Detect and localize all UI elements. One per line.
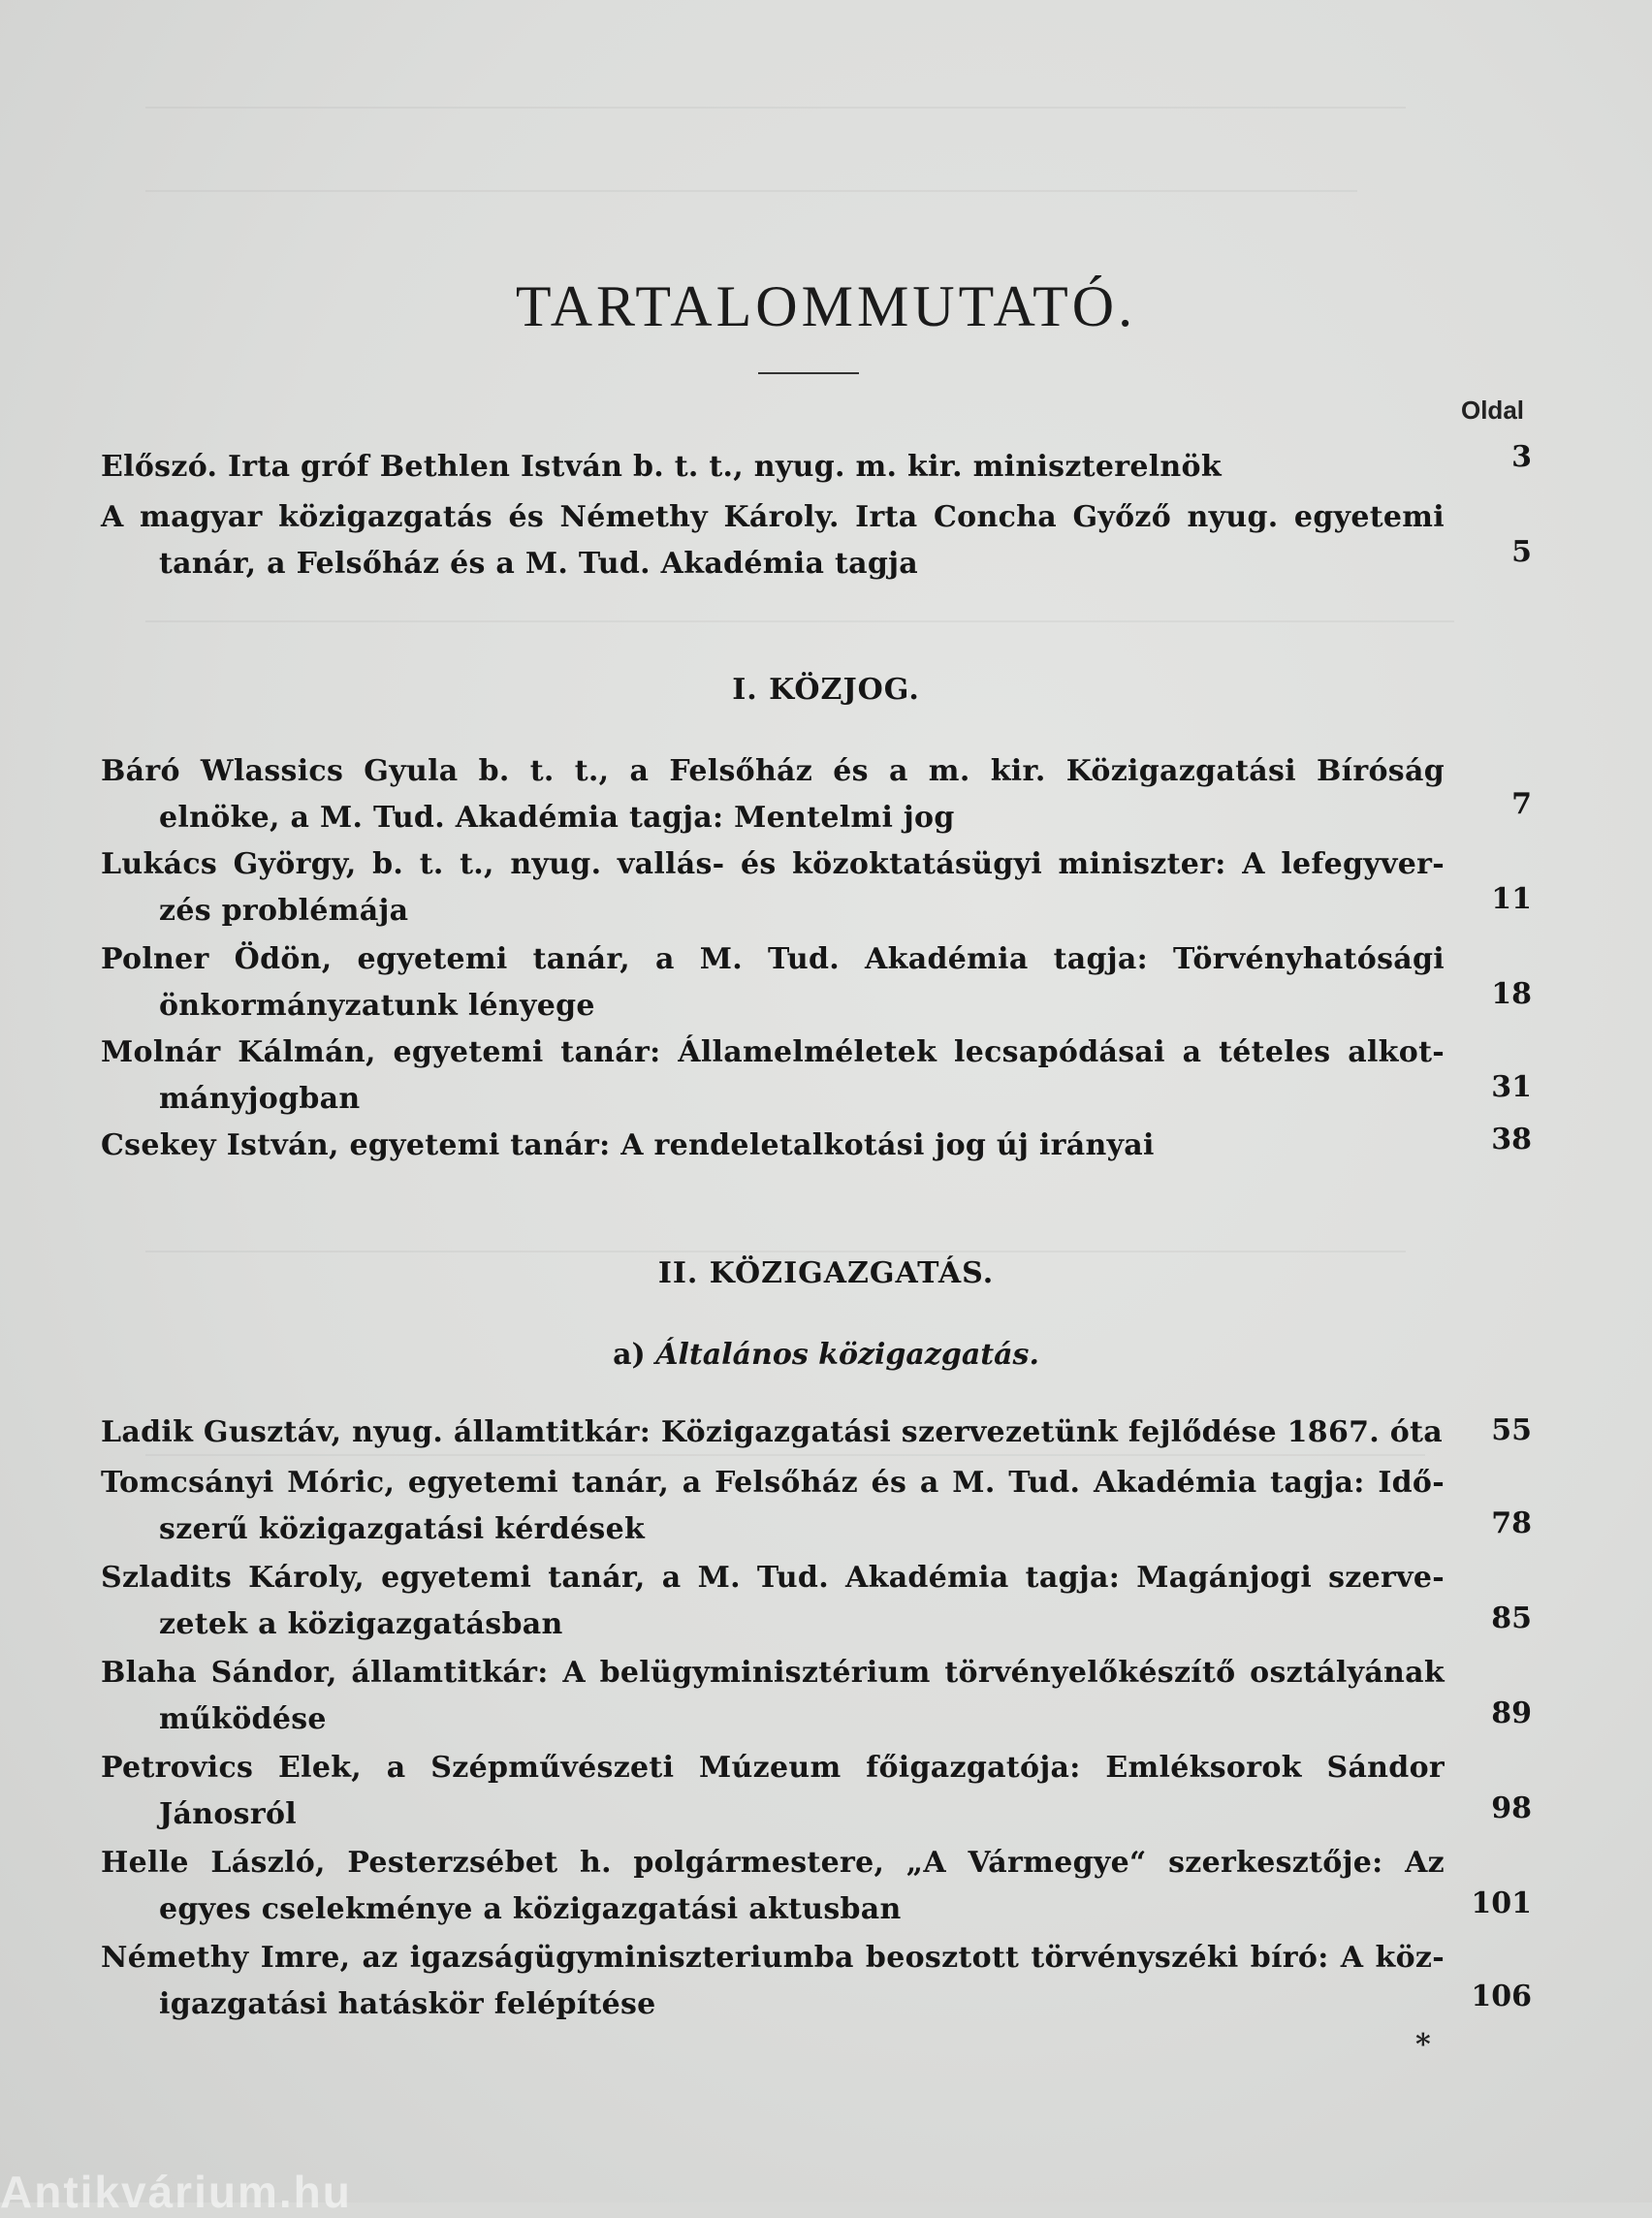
toc-page-number: 55 — [1491, 1413, 1532, 1447]
toc-entry-text: Tomcsányi Móric, egyetemi tanár, a Felsőház és a M. Tud. Akadémia tagja: Idő- — [101, 1466, 1445, 1500]
toc-page-number: 18 — [1491, 977, 1532, 1011]
bleed-through-line — [145, 1251, 1406, 1252]
toc-entry — [101, 1745, 1445, 1838]
toc-page-number: 38 — [1491, 1123, 1532, 1157]
toc-entry-text: Ladik Gusztáv, nyug. államtitkár: Közigazgatási szervezetünk fejlődése 1867. óta — [101, 1415, 1444, 1449]
toc-page-number: 5 — [1511, 535, 1532, 569]
toc-entry — [101, 1650, 1445, 1743]
toc-entry-text: A magyar közigazgatás és Némethy Károly. Irta Concha Győző nyug. egyetemi — [101, 500, 1445, 534]
toc-entry — [101, 1123, 1445, 1169]
toc-entry-text: Szladits Károly, egyetemi tanár, a M. Tud. Akadémia tagja: Magánjogi szerve- — [101, 1561, 1445, 1595]
toc-entry-text-continued: szerű közigazgatási kérdések — [159, 1512, 646, 1546]
toc-entry — [101, 841, 1445, 935]
toc-entry-text-continued: igazgatási hatáskör felépítése — [159, 1987, 656, 2021]
page-column-header: Oldal — [1460, 396, 1524, 425]
subsection-heading — [0, 1338, 1652, 1372]
toc-page-number: 106 — [1471, 1980, 1532, 2013]
title-divider — [758, 372, 859, 374]
bleed-through-line — [145, 620, 1454, 622]
toc-entry-text-continued: elnöke, a M. Tud. Akadémia tagja: Mentelmi jog — [159, 801, 955, 835]
toc-entry-text-continued: mányjogban — [159, 1082, 361, 1116]
toc-entry-text: Báró Wlassics Gyula b. t. t., a Felsőház és a m. kir. Közigazgatási Bíróság — [101, 754, 1445, 788]
toc-entry-text: Polner Ödön, egyetemi tanár, a M. Tud. Akadémia tagja: Törvényhatósági — [101, 942, 1445, 976]
toc-entry — [101, 1555, 1445, 1648]
subsection-letter: a) — [613, 1338, 646, 1372]
toc-entry-text-continued: működése — [159, 1702, 327, 1736]
toc-entry — [101, 1935, 1445, 2028]
toc-entry-text-continued: Jánosról — [159, 1797, 297, 1831]
toc-page-number: 78 — [1491, 1506, 1532, 1540]
toc-entry-text: Molnár Kálmán, egyetemi tanár: Államelméletek lecsapódásai a tételes alkot- — [101, 1035, 1445, 1069]
toc-entry-foreword — [101, 444, 1445, 491]
toc-entry — [101, 1410, 1445, 1456]
toc-entry — [101, 1460, 1445, 1553]
watermark-text: Antikvárium.hu — [0, 2167, 352, 2217]
bleed-through-line — [145, 190, 1357, 192]
toc-entry-text: Helle László, Pesterzsébet h. polgármestere, „A Vármegye“ szerkesztője: Az — [101, 1846, 1445, 1880]
toc-entry — [101, 494, 1445, 587]
toc-entry — [101, 1840, 1445, 1933]
subsection-title: Általános közigazgatás. — [655, 1338, 1039, 1372]
toc-entry-text-continued: zés problémája — [159, 894, 409, 928]
toc-entry-text: Előszó. Irta gróf Bethlen István b. t. t., nyug. m. kir. miniszterelnök — [101, 450, 1222, 484]
toc-entry — [101, 936, 1445, 1030]
toc-page-number: 98 — [1491, 1791, 1532, 1825]
footnote-asterisk: * — [1415, 2028, 1431, 2062]
toc-page-number: 89 — [1491, 1696, 1532, 1730]
toc-entry-text: Csekey István, egyetemi tanár: A rendeletalkotási jog új irányai — [101, 1128, 1155, 1162]
toc-page-number: 101 — [1471, 1886, 1532, 1920]
toc-entry-text: Némethy Imre, az igazságügyminiszteriumba beosztott törvényszéki bíró: A köz- — [101, 1941, 1445, 1975]
toc-entry-text: Blaha Sándor, államtitkár: A belügyminisztérium törvényelőkészítő osztályának — [101, 1656, 1445, 1690]
toc-page-number: 3 — [1511, 440, 1532, 474]
toc-page-number: 11 — [1491, 882, 1532, 916]
toc-page-number: 85 — [1491, 1601, 1532, 1635]
bleed-through-line — [145, 107, 1406, 109]
toc-entry-text-continued: önkormányzatunk lényege — [159, 989, 595, 1023]
toc-page-number: 31 — [1491, 1070, 1532, 1104]
toc-entry-text-continued: zetek a közigazgatásban — [159, 1607, 563, 1641]
section-heading-kozigazgatas: II. KÖZIGAZGATÁS. — [657, 1256, 995, 1290]
toc-entry-text: Lukács György, b. t. t., nyug. vallás- és közoktatásügyi miniszter: A lefegyver- — [101, 847, 1445, 881]
toc-entry — [101, 748, 1445, 841]
toc-entry — [101, 1030, 1445, 1123]
toc-entry-text-continued: tanár, a Felsőház és a M. Tud. Akadémia tagja — [159, 547, 919, 581]
toc-page-number: 7 — [1511, 787, 1532, 821]
section-heading-kozjog: I. KÖZJOG. — [732, 673, 920, 707]
page-title: TARTALOMMUTATÓ. — [515, 274, 1137, 338]
toc-entry-text-continued: egyes cselekménye a közigazgatási aktusban — [159, 1892, 902, 1926]
toc-entry-text: Petrovics Elek, a Szépművészeti Múzeum főigazgatója: Emléksorok Sándor — [101, 1751, 1445, 1785]
